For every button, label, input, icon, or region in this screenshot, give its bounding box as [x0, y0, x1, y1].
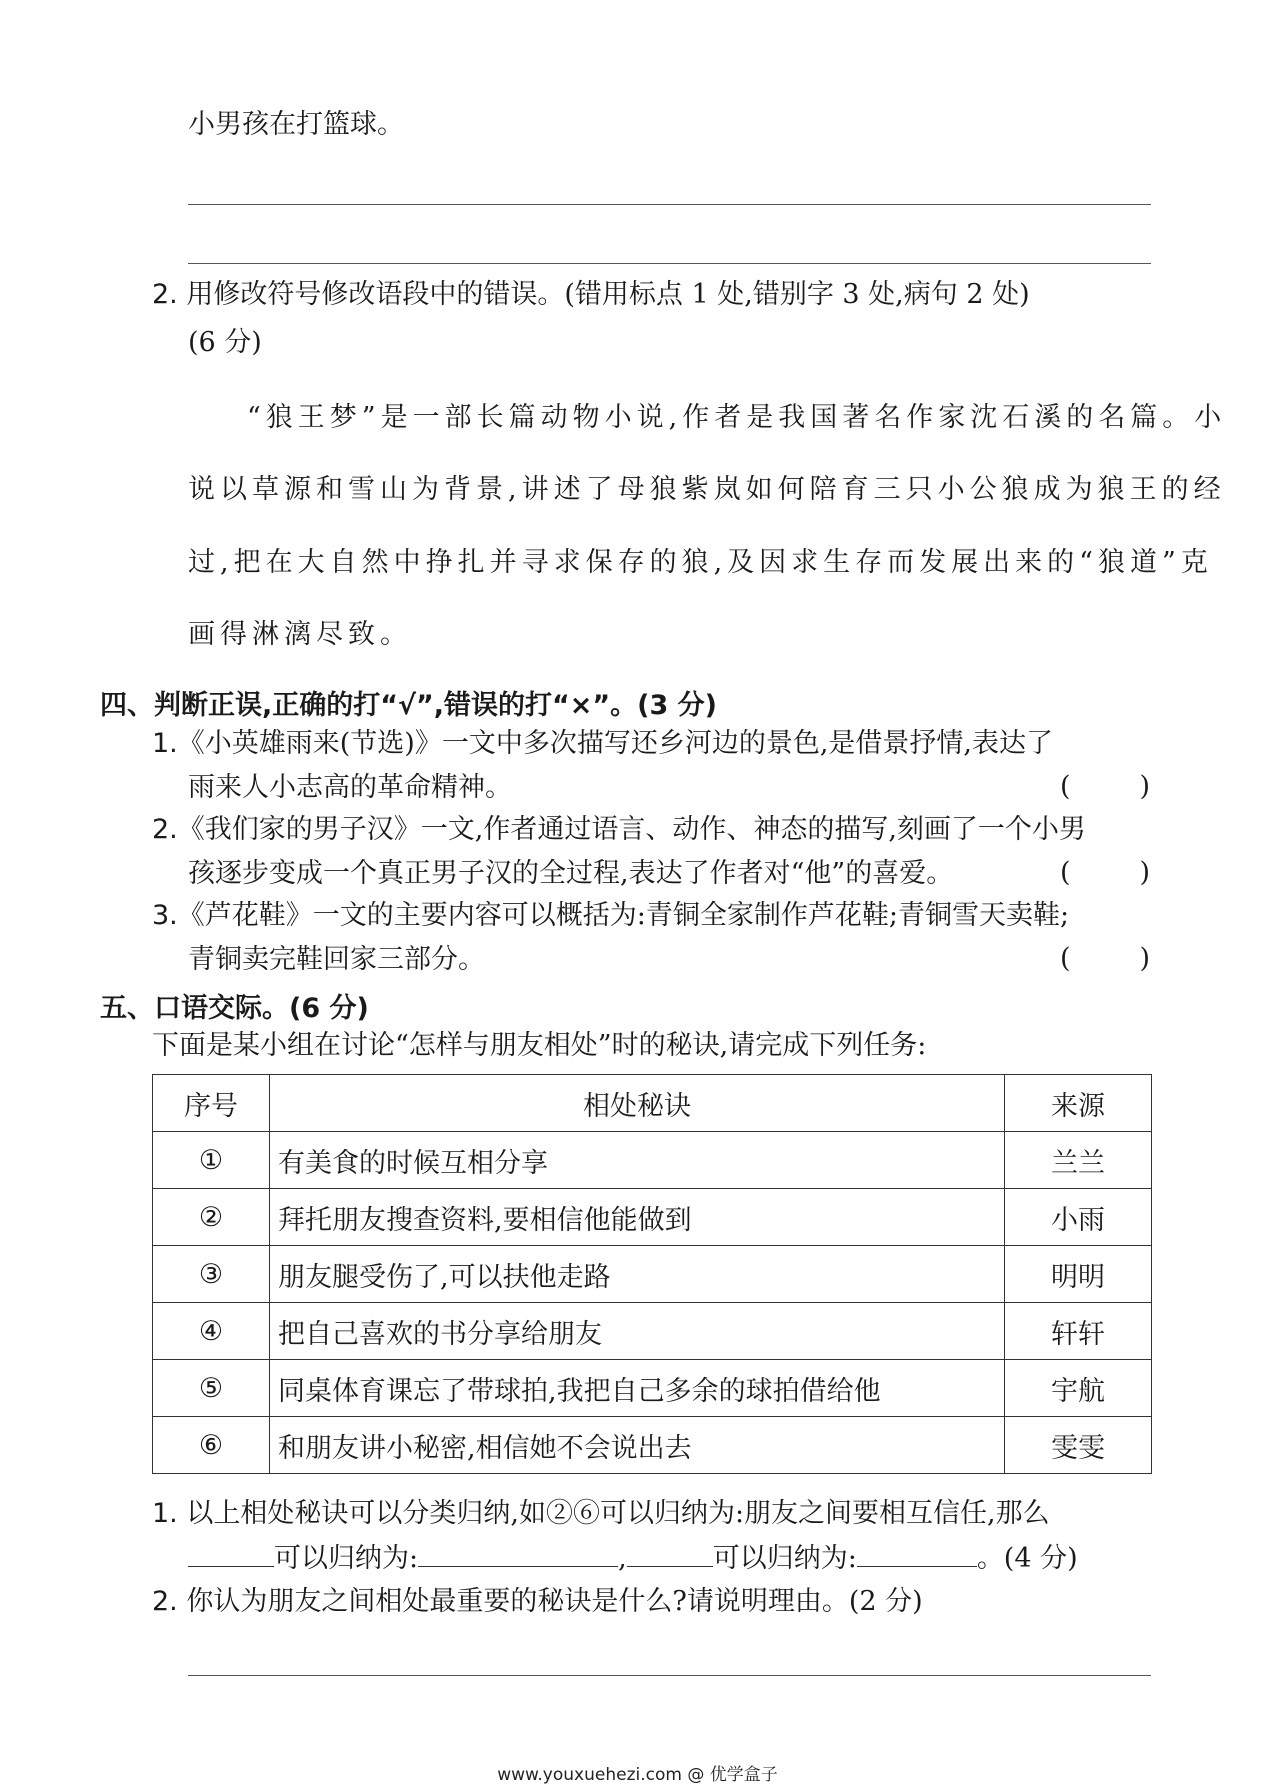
s5-q1-text: 以上相处秘诀可以分类归纳,如②⑥可以归纳为:朋友之间要相互信任,那么 — [186, 1498, 1050, 1529]
table-row — [153, 1360, 1152, 1417]
section-4-title: 四、判断正误,正确的打“√”,错误的打“×”。(3 分) — [100, 690, 717, 721]
s4-item-3-text: 《芦花鞋》一文的主要内容可以概括为:青铜全家制作芦花鞋;青铜雪天卖鞋; — [177, 900, 1070, 931]
row-number: ③ — [153, 1246, 270, 1303]
row-number: ② — [153, 1189, 270, 1246]
row-source: 轩轩 — [1005, 1303, 1152, 1360]
table-row — [153, 1246, 1152, 1303]
s4-item-1-line1 — [152, 727, 1053, 761]
sample-sentence: 小男孩在打篮球。 — [188, 109, 404, 140]
s5-q1-part-a: 可以归纳为: — [274, 1543, 419, 1574]
row-number: ⑤ — [153, 1360, 270, 1417]
row-secret: 和朋友讲小秘密,相信她不会说出去 — [270, 1417, 1005, 1474]
row-number: ⑥ — [153, 1417, 270, 1474]
row-source: 小雨 — [1005, 1189, 1152, 1246]
table-row — [153, 1189, 1152, 1246]
fill-blank[interactable] — [418, 1540, 618, 1567]
bracket-open: ( — [1060, 771, 1071, 802]
s4-item-1-line2: 雨来人小志高的革命精神。 — [188, 772, 512, 803]
row-source: 兰兰 — [1005, 1132, 1152, 1189]
answer-line[interactable] — [188, 263, 1151, 264]
s5-q1-comma: , — [618, 1543, 627, 1574]
section-5-title: 五、口语交际。(6 分) — [100, 993, 369, 1024]
passage-line-2: 说以草源和雪山为背景,讲述了母狼紫岚如何陪育三只小公狼成为狼王的经 — [188, 474, 1226, 505]
q2-instruction-text: 用修改符号修改语段中的错误。(错用标点 1 处,错别字 3 处,病句 2 处) — [186, 279, 1030, 310]
s4-item-2-line2: 孩逐步变成一个真正男子汉的全过程,表达了作者对“他”的喜爱。 — [188, 858, 954, 889]
q2-instruction — [152, 278, 1030, 312]
passage-line-3: 过,把在大自然中挣扎并寻求保存的狼,及因求生存而发展出来的“狼道”克 — [188, 547, 1213, 578]
s4-item-2-line1 — [152, 813, 1086, 847]
row-source: 雯雯 — [1005, 1417, 1152, 1474]
s4-item-1-number: 1. — [152, 728, 178, 759]
answer-bracket-2[interactable] — [1060, 857, 1150, 888]
row-secret: 朋友腿受伤了,可以扶他走路 — [270, 1246, 1005, 1303]
answer-bracket-1[interactable] — [1060, 771, 1150, 802]
row-secret: 同桌体育课忘了带球拍,我把自己多余的球拍借给他 — [270, 1360, 1005, 1417]
passage-line-4: 画得淋漓尽致。 — [188, 619, 412, 650]
s4-item-2-text: 《我们家的男子汉》一文,作者通过语言、动作、神态的描写,刻画了一个小男 — [177, 814, 1086, 845]
table-row — [153, 1417, 1152, 1474]
q2-number: 2. — [152, 279, 178, 310]
s5-q1-part-b: 可以归纳为: — [712, 1543, 857, 1574]
s4-item-3-number: 3. — [152, 900, 178, 931]
bracket-close: ) — [1139, 771, 1150, 802]
header-source: 来源 — [1005, 1075, 1152, 1132]
row-source: 宇航 — [1005, 1360, 1152, 1417]
fill-blank[interactable] — [627, 1540, 713, 1567]
s4-item-2-number: 2. — [152, 814, 178, 845]
q2-score: (6 分) — [188, 327, 262, 358]
secrets-table — [152, 1074, 1152, 1474]
row-secret: 有美食的时候互相分享 — [270, 1132, 1005, 1189]
s4-item-3-line1 — [152, 899, 1069, 933]
row-number: ④ — [153, 1303, 270, 1360]
header-secret: 相处秘诀 — [270, 1075, 1005, 1132]
answer-line[interactable] — [188, 204, 1151, 205]
passage-line-1: “狼王梦”是一部长篇动物小说,作者是我国著名作家沈石溪的名篇。小 — [247, 402, 1227, 433]
table-row — [153, 1132, 1152, 1189]
s5-q2-number: 2. — [152, 1586, 178, 1617]
s5-q1-end: 。(4 分) — [976, 1543, 1078, 1574]
s5-q2 — [152, 1585, 923, 1619]
fill-blank[interactable] — [188, 1540, 274, 1567]
bracket-open: ( — [1060, 943, 1071, 974]
section-5-intro: 下面是某小组在讨论“怎样与朋友相处”时的秘诀,请完成下列任务: — [152, 1030, 927, 1061]
row-number: ① — [153, 1132, 270, 1189]
s4-item-3-line2: 青铜卖完鞋回家三部分。 — [188, 944, 485, 975]
header-number: 序号 — [153, 1075, 270, 1132]
row-source: 明明 — [1005, 1246, 1152, 1303]
fill-blank[interactable] — [857, 1540, 977, 1567]
answer-line[interactable] — [188, 1675, 1151, 1676]
bracket-open: ( — [1060, 857, 1071, 888]
s4-item-1-text: 《小英雄雨来(节选)》一文中多次描写还乡河边的景色,是借景抒情,表达了 — [177, 728, 1053, 759]
s5-q1-line1 — [152, 1497, 1050, 1531]
s5-q1-number: 1. — [152, 1498, 178, 1529]
footer-watermark: www.youxuehezi.com @ 优学盒子 — [497, 1765, 778, 1785]
row-secret: 拜托朋友搜查资料,要相信他能做到 — [270, 1189, 1005, 1246]
s5-q1-line2 — [188, 1540, 1078, 1576]
bracket-close: ) — [1139, 943, 1150, 974]
row-secret: 把自己喜欢的书分享给朋友 — [270, 1303, 1005, 1360]
table-header-row — [153, 1075, 1152, 1132]
answer-bracket-3[interactable] — [1060, 943, 1150, 974]
s5-q2-text: 你认为朋友之间相处最重要的秘诀是什么?请说明理由。(2 分) — [186, 1586, 923, 1617]
bracket-close: ) — [1139, 857, 1150, 888]
table-row — [153, 1303, 1152, 1360]
